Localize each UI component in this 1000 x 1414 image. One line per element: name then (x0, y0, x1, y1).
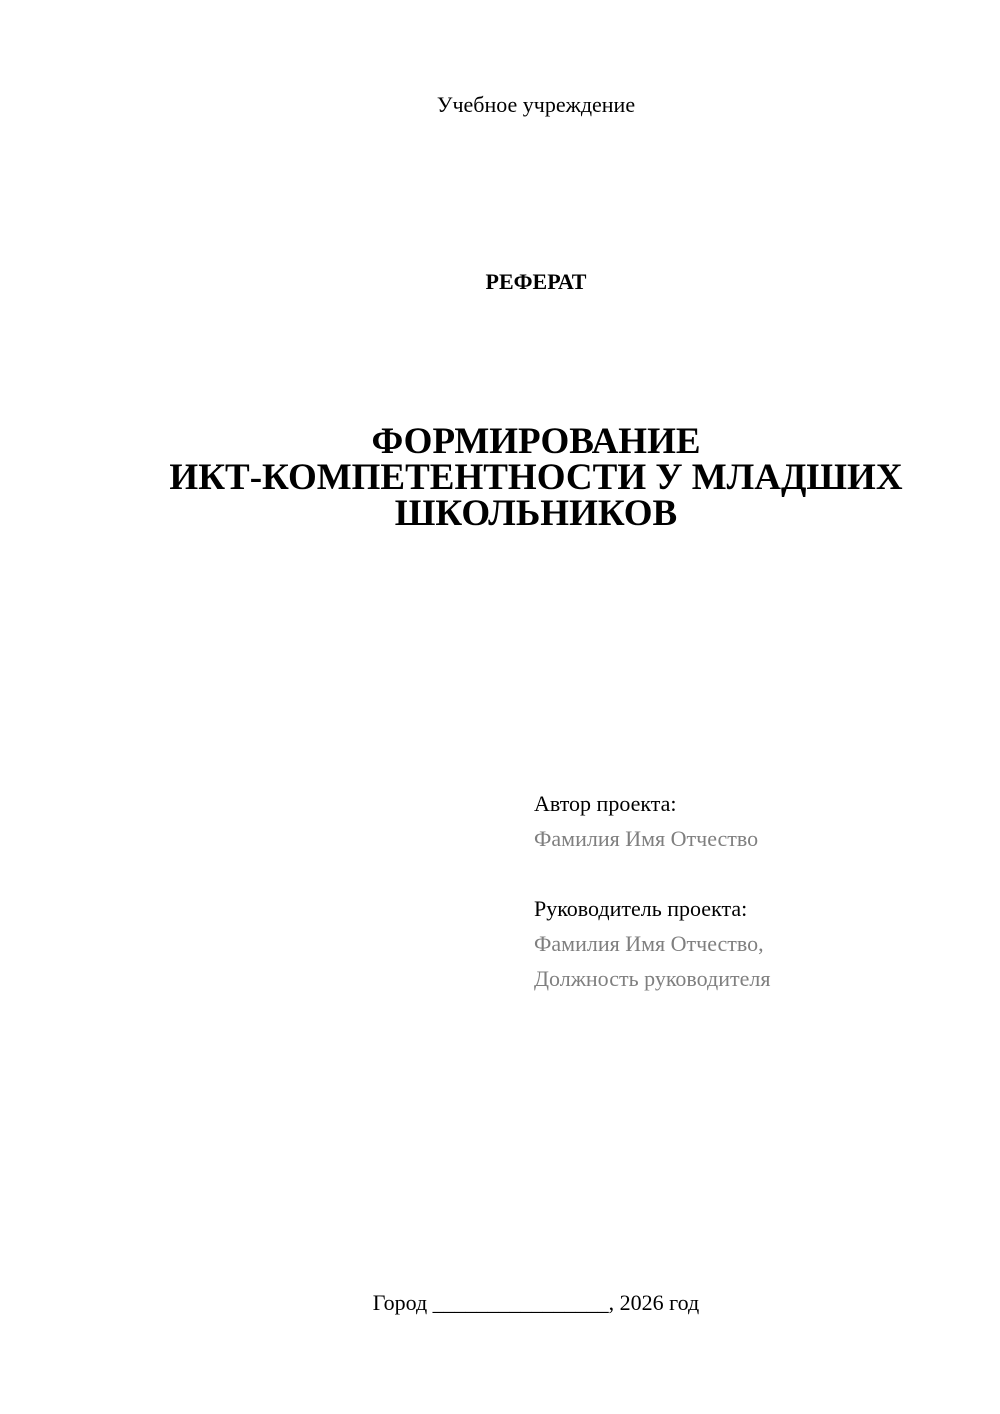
supervisor-position: Должность руководителя (534, 966, 771, 991)
title-line: ФОРМИРОВАНИЕ (371, 421, 701, 462)
document-title (100, 421, 972, 534)
credits-block (534, 786, 954, 996)
document-type: РЕФЕРАТ (485, 269, 587, 294)
author-name: Фамилия Имя Отчество (534, 826, 759, 851)
institution-name: Учебное учреждение (436, 92, 636, 117)
title-line: ИКТ-КОМПЕТЕНТНОСТИ У МЛАДШИХ (169, 457, 903, 498)
city-year-line: Город ________________, 2026 год (372, 1290, 700, 1315)
title-line: ШКОЛЬНИКОВ (394, 493, 678, 534)
supervisor-label: Руководитель проекта: (534, 896, 748, 921)
author-label: Автор проекта: (534, 791, 677, 816)
spacer (534, 856, 954, 891)
supervisor-name: Фамилия Имя Отчество, (534, 931, 764, 956)
